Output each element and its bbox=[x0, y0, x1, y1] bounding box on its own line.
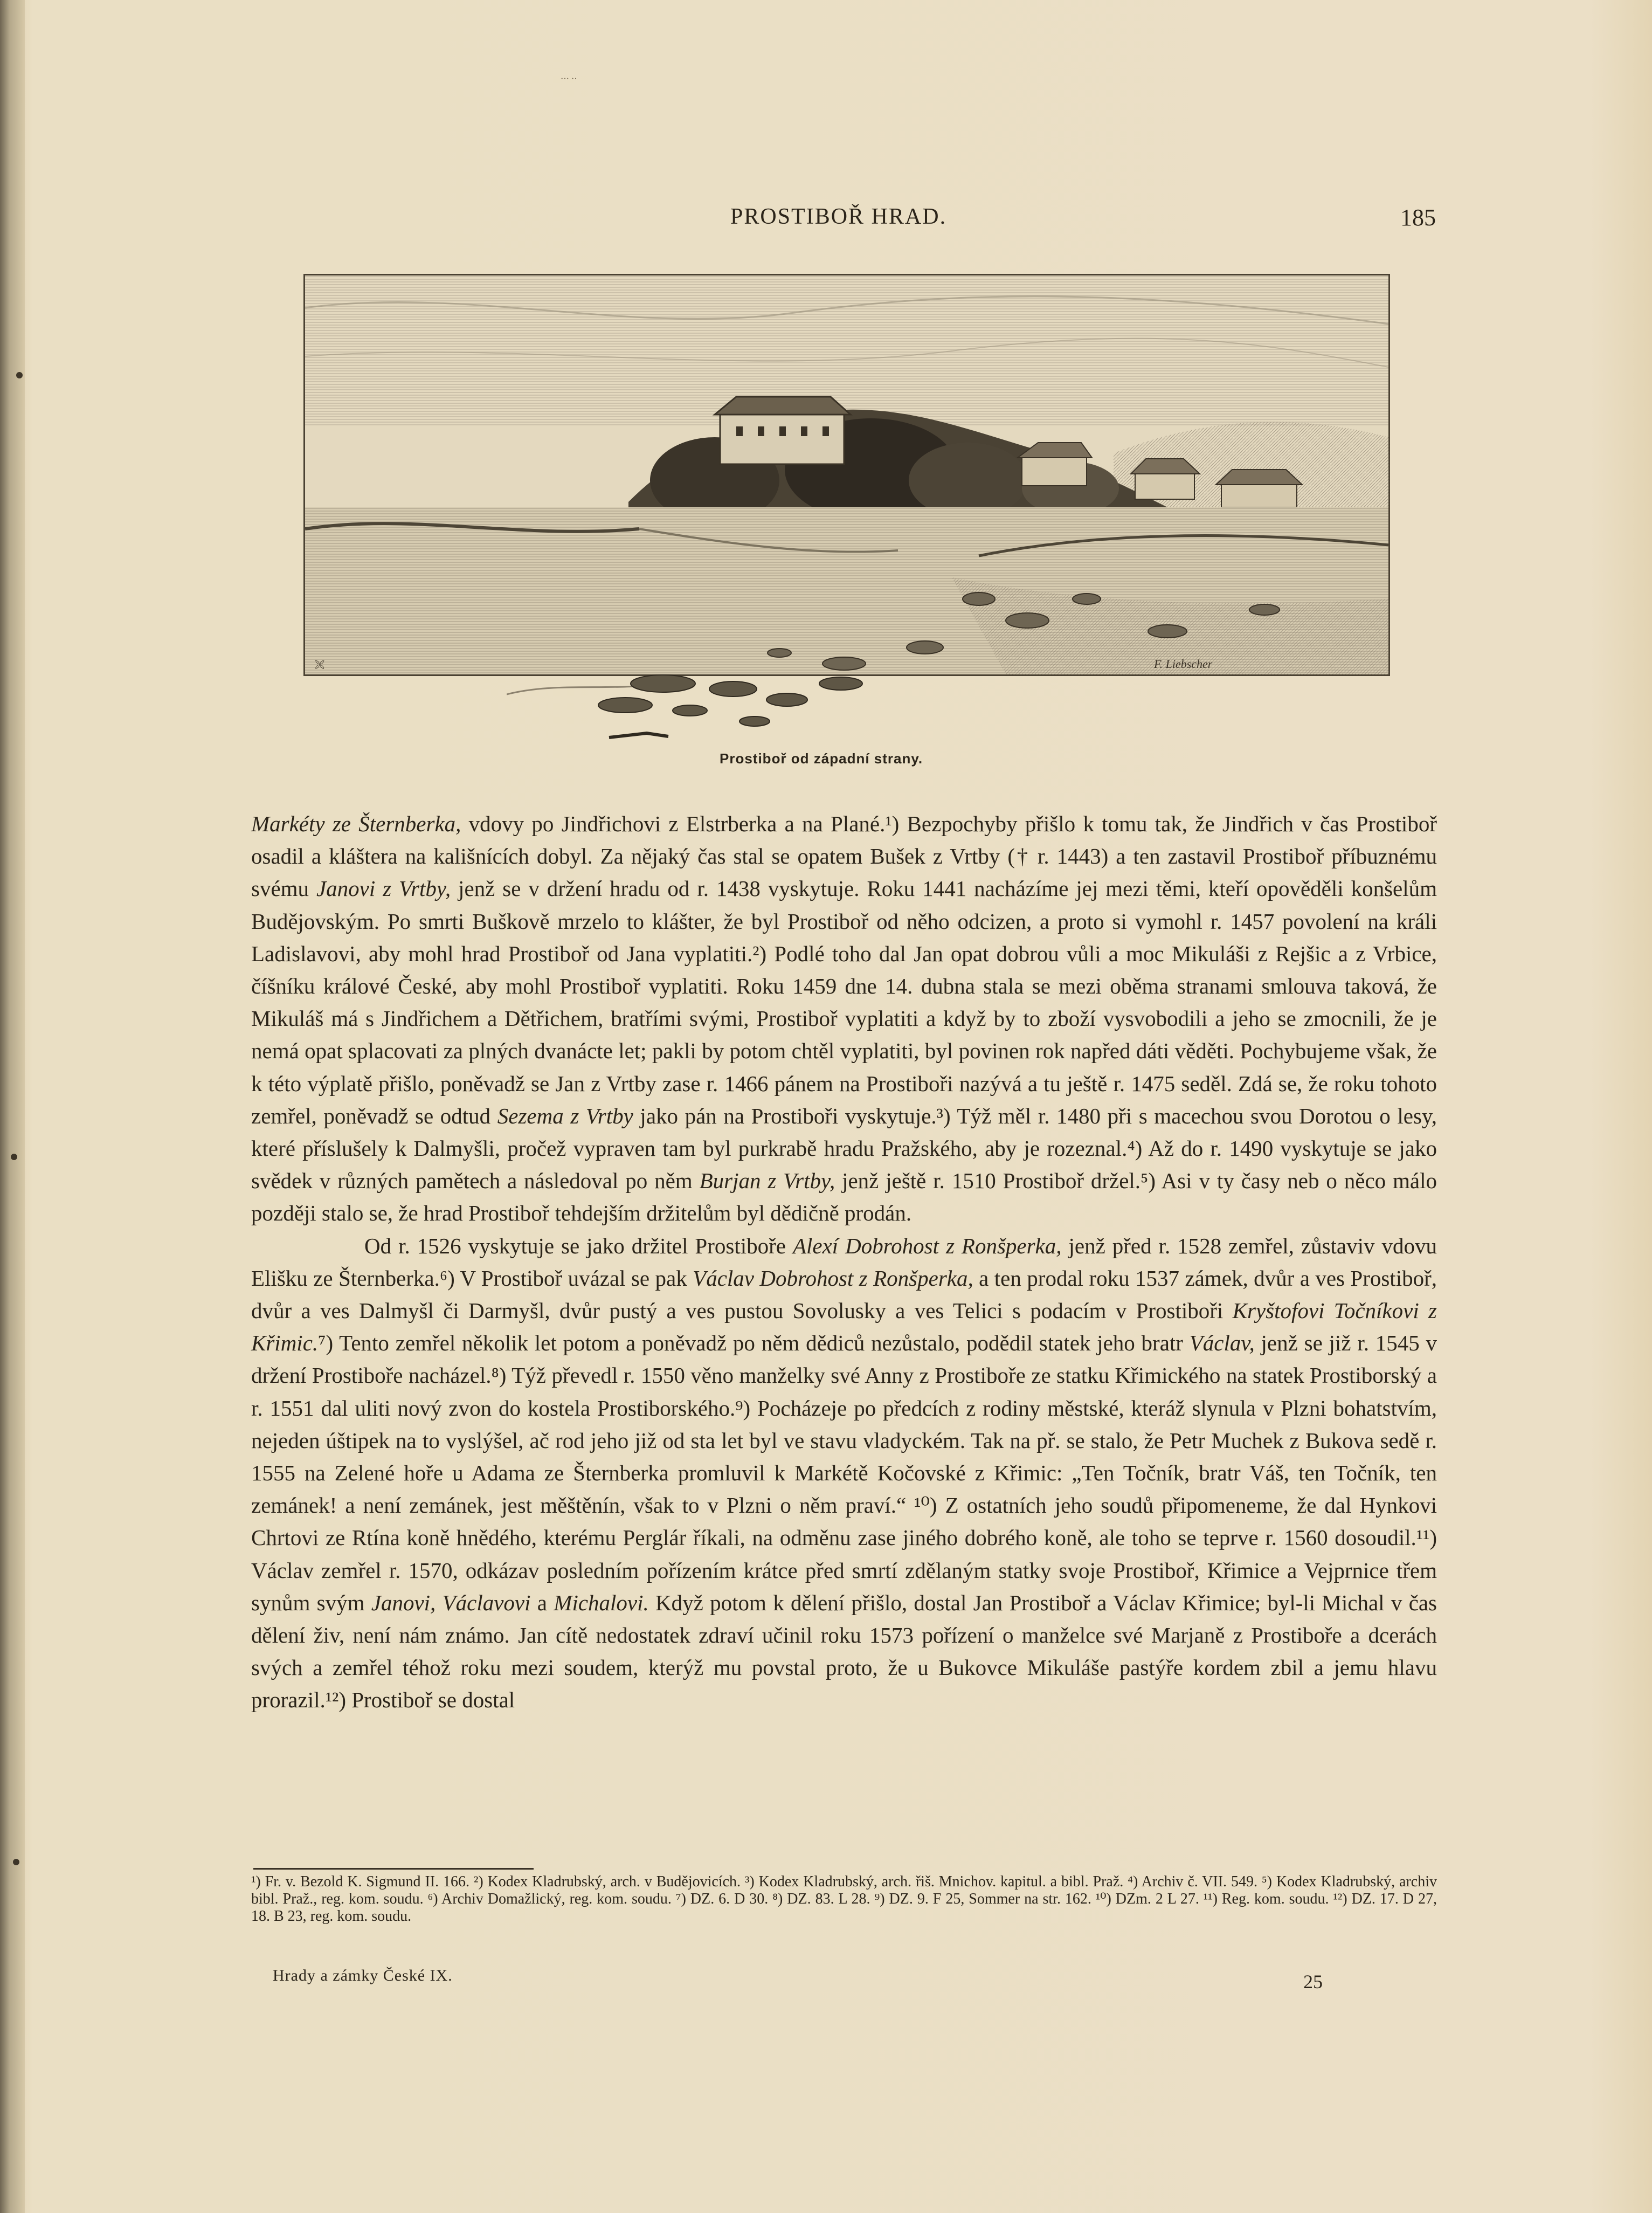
book-binding-edge bbox=[0, 0, 25, 2213]
paragraph bbox=[251, 808, 1437, 1230]
engraving-landscape-castle-icon bbox=[305, 275, 1388, 674]
text-run: a ten prodal roku 1537 zámek, dvůr a ves Prostiboř, dvůr a ves Dalmyšl či Darmyšl, dvůr pustý a ves pustou Sovolusky a ves Telici s podacím v Prostiboři bbox=[251, 1265, 1437, 1323]
italic-name: Janovi, Václavovi bbox=[371, 1590, 531, 1615]
body-text bbox=[251, 808, 1437, 1716]
footnotes: ¹) Fr. v. Bezold K. Sigmund II. 166. ²) Kodex Kladrubský, arch. v Budějovicích. ³) Kodex Kladrubský, arch. řiš. Mnichov. kapitul. a bibl. Praž. ⁴) Archiv č. VII. 549. ⁵) Kodex Kladrubský, archiv bibl. Praž., reg. kom. soudu. ⁶) Archiv Domažlický, reg. kom. soudu. ⁷) DZ. 6. D 30. ⁸) DZ. 83. L 28. ⁹) DZ. 9. F 25, Sommer na str. 162. ¹⁰) DZm. 2 L 27. ¹¹) Reg. kom. soudu. ¹²) DZ. 17. D 27, 18. B 23, reg. kom. soudu. bbox=[251, 1873, 1437, 1925]
text-run: jako pán na Prostiboři vyskytuje.³) Týž měl r. 1480 při s macechou svou Dorotou o lesy, které příslušely k Dalmyšli, pročež vypraven tam byl purkrabě hradu Pražského, aby je rozeznal.⁴) Až do r. 1490 vyskytuje se jako svědek v různých pamětech a následoval po něm bbox=[251, 1103, 1437, 1194]
page-number: 185 bbox=[1400, 204, 1436, 231]
printer-mark: ··· ·· bbox=[561, 74, 577, 84]
text-run: ⁷) Tento zemřel několik let potom a poněvadž po něm dědiců nezůstalo, podědil statek jeho bratr bbox=[318, 1330, 1190, 1356]
italic-name: Markéty ze Šternberka, bbox=[251, 811, 461, 836]
running-title: PROSTIBOŘ HRAD. bbox=[730, 204, 947, 229]
text-run: jenž se již r. 1545 v držení Prostiboře nacházel.⁸) Týž převedl r. 1550 věno manželky své Anny z Prostiboře ze statku Křimického na statek Prostiborský a r. 1551 dal uliti nový zvon do kostela Prostiborského.⁹) Pocházeje po předcích z rodiny městské, kteráž slynula v Plzni bohatstvím, nejeden úštipek na to vyslýšel, ač rod jeho již od sta let byl ve stavu vladyckém. Tak na př. se stalo, že Petr Muchek z Bukova sedě r. 1555 na Zelené hoře u Adama ze Šternberka promluvil k Markétě Kočovské z Křimic: „Ten Točník, bratr Váš, ten Točník, ten zemánek! a není zemánek, jest měštěnín, však to v Plzni o něm praví.“ ¹⁰) Z ostatních jeho soudů připomeneme, že dal Hynkovi Chrtovi ze Rtína koně hnědého, kterému Perglár říkali, na odměnu zase jiného dobrého koně, ale toho se teprve r. 1560 dosoudil.¹¹) Václav zemřel r. 1570, odkázav posledním pořízením krátce před smrtí zdělaným statky svoje Prostiboř, Křimice a Vejprnice třem synům svým bbox=[251, 1330, 1437, 1615]
footnote-rule bbox=[253, 1868, 534, 1870]
margin-mark bbox=[13, 1859, 19, 1865]
text-run: Od r. 1526 vyskytuje se jako držitel Prostiboře bbox=[364, 1233, 793, 1258]
text-run: jenž ještě r. 1510 Prostiboř držel.⁵) Asi v ty časy neb o něco málo později stalo se, že hrad Prostiboř tehdejším držitelům byl dědičně prodán. bbox=[251, 1168, 1437, 1226]
margin-mark bbox=[11, 1154, 17, 1160]
illustration-caption: Prostiboř od západní strany. bbox=[720, 750, 923, 767]
italic-name: Sezema z Vrtby bbox=[497, 1103, 633, 1128]
sheet-number: 25 bbox=[1303, 1971, 1323, 1993]
italic-name: Burjan z Vrtby, bbox=[699, 1168, 835, 1194]
engraving-rocks-tail bbox=[507, 673, 895, 748]
text-run: jenž se v držení hradu od r. 1438 vyskytuje. Roku 1441 nacházíme jej mezi těmi, kteří opověděli konšelům Budějovským. Po smrti Buškově mrzelo to klášter, že byl Prostiboř od něho odcizen, a proto si vymohl r. 1457 povolení na králi Ladislavovi, aby mohl hrad Prostiboř od Jana vyplatiti.²) Podlé toho dal Jan opat dobrou vůli a moc Mikuláši z Rejšic a z Vrbice, číšníku králové České, aby mohl Prostiboř vyplatiti. Roku 1459 dne 14. dubna stala se mezi oběma stranami smlouva taková, že Mikuláš má s Jindřichem a Dětřichem, bratřími svými, Prostiboř vyplatiti a když by to zboží vysvobodili a jeho se zmocnili, že je nemá opat splacovati za plných dvanácte let; pakli by potom chtěl vyplatiti, byl povinen rok napřed dáti věděti. Pochybujeme však, že k této výplatě přišlo, poněvadž se Jan z Vrtby zase r. 1466 pánem na Prostiboři nazývá a tu ještě r. 1475 seděl. Zdá se, že roku tohoto zemřel, poněvadž se odtud bbox=[251, 876, 1437, 1128]
text-run: a bbox=[530, 1590, 554, 1615]
italic-name: Václav Dobrohost z Ronšperka, bbox=[693, 1265, 973, 1291]
castle-engraving bbox=[303, 274, 1390, 676]
text-run: jenž před r. 1528 zemřel, zůstaviv vdovu Elišku ze Šternberka.⁶) V Prostiboř uvázal se pak bbox=[251, 1233, 1437, 1291]
svg-text:🙪: 🙪 bbox=[315, 659, 325, 670]
signature-mark: Hrady a zámky České IX. bbox=[273, 1967, 453, 1984]
italic-name: Alexí Dobrohost z Ronšperka, bbox=[792, 1233, 1062, 1258]
text-run: vdovy po Jindřichovi z Elstrberka a na Plané.¹) Bezpochyby přišlo k tomu tak, že Jindřich v čas Prostiboř osadil a kláštera na kališnících dobyl. Za nějaký čas stal se opatem Bušek z Vrtby († r. 1443) a ten zastavil Prostiboř příbuznému svému bbox=[251, 811, 1437, 901]
paragraph bbox=[251, 1230, 1437, 1716]
italic-name: Michalovi. bbox=[554, 1590, 649, 1615]
italic-name: Kryštofovi Točníkovi z Křimic. bbox=[251, 1298, 1437, 1356]
margin-mark bbox=[16, 372, 23, 378]
text-run: Když potom k dělení přišlo, dostal Jan Prostiboř a Václav Křimice; byl-li Michal v čas dělení živ, není nám známo. Jan cítě nedostatek zdraví učinil roku 1573 pořízení o manželce své Marjaně z Prostiboře a dcerách svých a zemřel téhož roku mezi soudem, kterýž mu povstal proto, že u Bukovce Mikuláše pastýře kordem zbil a jemu hlavu prorazil.¹²) Prostiboř se dostal bbox=[251, 1590, 1437, 1713]
artist-signature: F. Liebscher bbox=[1154, 657, 1213, 671]
italic-name: Václav, bbox=[1189, 1330, 1255, 1356]
italic-name: Janovi z Vrtby, bbox=[316, 876, 451, 901]
